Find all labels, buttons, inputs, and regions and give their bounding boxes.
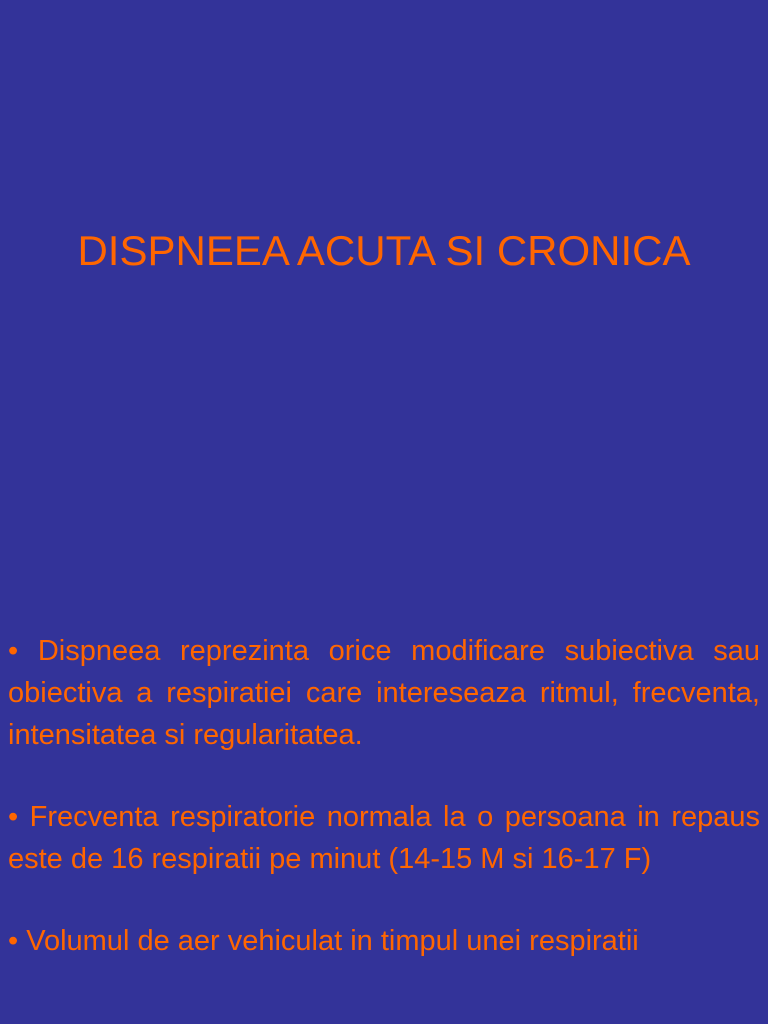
bullet-item: • Frecventa respiratorie normala la o persoana in repaus este de 16 respiratii pe minut (14-15 M si 16-17 F) xyxy=(8,801,760,875)
bullet-list xyxy=(8,630,760,1002)
bullet-item: • Dispneea reprezinta orice modificare subiectiva sau obiectiva a respiratiei care intereseaza ritmul, frecventa, intensitatea si regularitatea. xyxy=(8,635,760,751)
bullet-item: • Volumul de aer vehiculat in timpul unei respiratii xyxy=(8,925,639,957)
slide-title: DISPNEEA ACUTA SI CRONICA xyxy=(77,227,691,274)
